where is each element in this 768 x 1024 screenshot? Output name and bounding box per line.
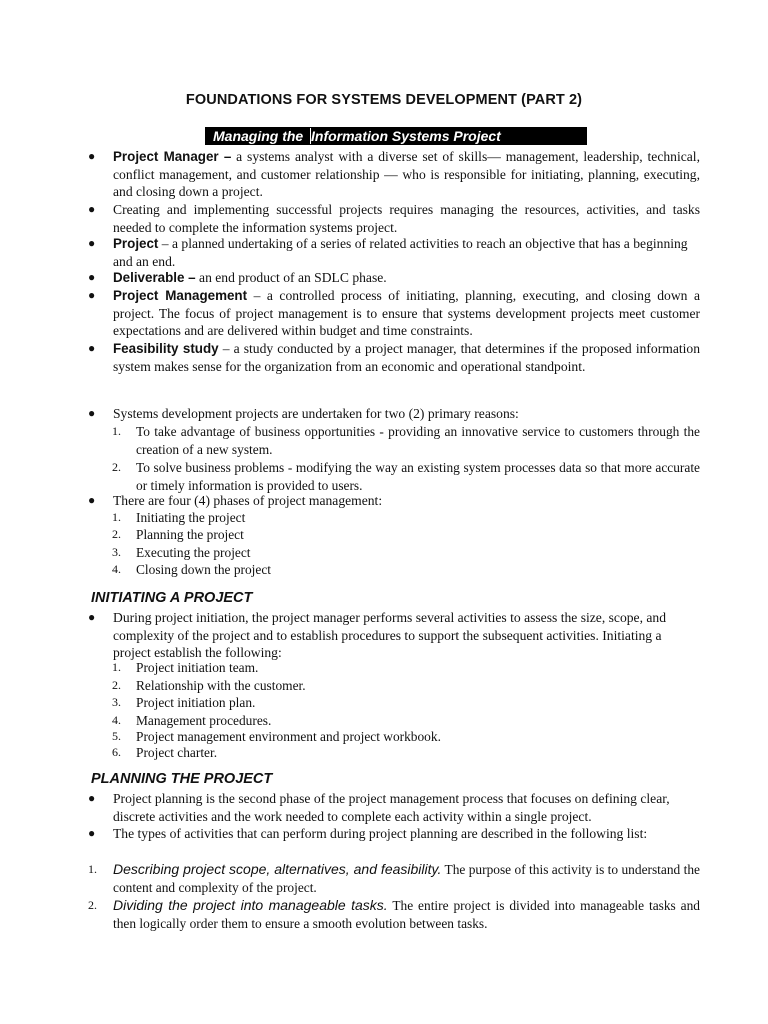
item-text: Project management environment and project workbook. xyxy=(136,729,441,744)
item-number: 3. xyxy=(112,695,121,709)
item-number: 1. xyxy=(112,660,121,674)
bullet-text: Systems development projects are undertaken for two (2) primary reasons: xyxy=(113,406,519,421)
item-body: The entire project is divided into manageable tasks and then logically order them to ensure a smooth evolution between tasks. xyxy=(113,898,700,931)
definition: an end product of an SDLC phase. xyxy=(195,270,387,285)
bullet-marker: ● xyxy=(88,791,96,805)
item-lead: Describing project scope, alternatives, and feasibility. xyxy=(113,861,442,877)
bullet-marker: ● xyxy=(88,826,96,840)
item-lead: Dividing the project into manageable tasks. xyxy=(113,897,388,913)
item-number: 2. xyxy=(112,678,121,692)
bullet-text xyxy=(113,269,700,287)
term: Feasibility study xyxy=(113,341,219,356)
item-number: 3. xyxy=(112,545,121,559)
definition: – a controlled process of initiating, planning, executing, and closing down a project. The focus of project management is to ensure that systems development projects meet customer expectations and are delivered within budget and time constraints. xyxy=(113,288,700,338)
item-text: Executing the project xyxy=(136,545,251,560)
item-text: Management procedures. xyxy=(136,713,272,728)
term: Project xyxy=(113,236,159,251)
item-text: Planning the project xyxy=(136,527,244,542)
heading-planning: PLANNING THE PROJECT xyxy=(91,771,273,787)
item-text: To solve business problems - modifying the way an existing system processes data so that more accurate or timely information is provided to users. xyxy=(136,460,700,493)
item-number: 4. xyxy=(112,713,121,727)
bullet-text xyxy=(113,148,700,201)
term: Deliverable – xyxy=(113,270,196,285)
bullet-text xyxy=(113,340,700,375)
item-text xyxy=(113,861,700,896)
bullet-marker: ● xyxy=(88,288,96,302)
banner-text-part2: Information Systems Project xyxy=(311,128,501,144)
item-text: Project initiation plan. xyxy=(136,695,256,710)
item-body: The purpose of this activity is to understand the content and complexity of the project. xyxy=(113,862,700,895)
bullet-marker: ● xyxy=(88,493,96,507)
item-text: To take advantage of business opportunities - providing an innovative service to customers through the creation of a new system. xyxy=(136,424,700,457)
bullet-marker: ● xyxy=(88,202,96,216)
section-banner xyxy=(205,127,587,145)
bullet-text xyxy=(113,201,700,236)
bullet-text xyxy=(113,287,700,340)
document-title: FOUNDATIONS FOR SYSTEMS DEVELOPMENT (PART 2) xyxy=(185,92,583,108)
item-text: Project charter. xyxy=(136,745,218,760)
heading-initiating: INITIATING A PROJECT xyxy=(91,590,253,606)
bullet-marker: ● xyxy=(88,610,96,624)
item-number: 1. xyxy=(112,424,121,438)
bullet-text: Project planning is the second phase of the project management process that focuses on defining clear, discrete activities and the work needed to complete each activity within a single project. xyxy=(113,791,670,824)
term: Project Management xyxy=(113,288,248,303)
bullet-text: The types of activities that can perform during project planning are described in the following list: xyxy=(113,826,648,841)
item-number: 5. xyxy=(112,729,121,743)
bullet-text: There are four (4) phases of project management: xyxy=(113,493,383,508)
term: Project Manager – xyxy=(113,149,232,164)
bullet-marker: ● xyxy=(88,406,96,420)
item-number: 6. xyxy=(112,745,121,759)
item-text: Initiating the project xyxy=(136,510,246,525)
item-text xyxy=(113,897,700,932)
bullet-marker: ● xyxy=(88,270,96,284)
banner-text-part1: Managing the xyxy=(213,128,304,144)
item-number: 4. xyxy=(112,562,121,576)
definition: a systems analyst with a diverse set of skills— management, leadership, technical, conflict management, and customer relationship — who is responsible for initiating, planning, executing, and closing down a project. xyxy=(113,149,700,199)
bullet-marker: ● xyxy=(88,341,96,355)
item-text: Closing down the project xyxy=(136,562,272,577)
item-number: 2. xyxy=(112,527,121,541)
bullet-text xyxy=(113,235,700,270)
definition: – a study conducted by a project manager, that determines if the proposed information system makes sense for the organization from an economic and operational standpoint. xyxy=(113,341,701,374)
definition: – a planned undertaking of a series of related activities to reach an objective that has a beginning and an end. xyxy=(113,236,688,269)
item-text: Project initiation team. xyxy=(136,660,259,675)
item-number: 2. xyxy=(88,898,97,912)
bullet-marker: ● xyxy=(88,236,96,250)
item-text: Relationship with the customer. xyxy=(136,678,306,693)
item-number: 1. xyxy=(112,510,121,524)
bullet-marker: ● xyxy=(88,149,96,163)
bullet-text: During project initiation, the project manager performs several activities to assess the size, scope, and complexity of the project and to establish procedures to support the subsequent activities. Initiating a project establish the following: xyxy=(113,610,667,660)
item-number: 1. xyxy=(88,862,97,876)
item-number: 2. xyxy=(112,460,121,474)
definition: Creating and implementing successful projects requires managing the resources, activities, and tasks needed to complete the information systems project. xyxy=(113,202,700,235)
